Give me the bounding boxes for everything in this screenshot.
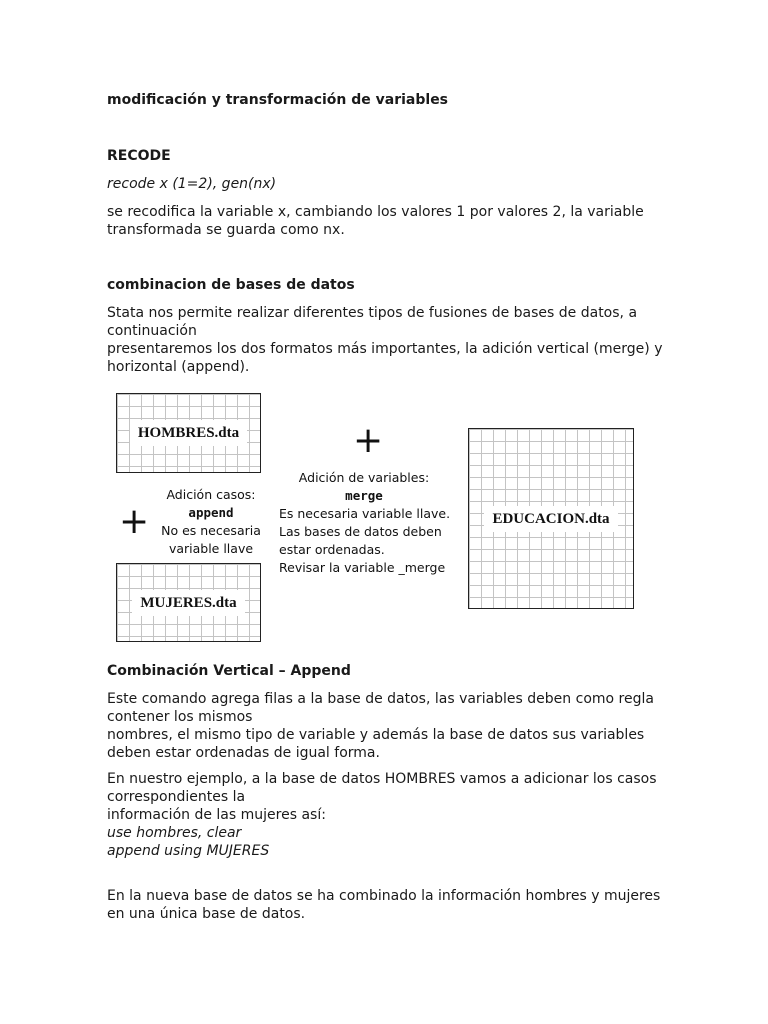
- recode-description: se recodifica la variable x, cambiando los valores 1 por valores 2, la variable transformada se guarda como nx.: [107, 204, 644, 238]
- recode-heading: RECODE: [107, 148, 171, 164]
- educacion-table: [468, 428, 634, 609]
- vertical-para2-line1: En nuestro ejemplo, a la base de datos HOMBRES vamos a adicionar los casos correspondientes la: [107, 771, 657, 805]
- append-note-line1: Adición casos:: [166, 487, 256, 502]
- append-note-line3: variable llave: [168, 541, 254, 556]
- code-line-append: append using MUJERES: [107, 843, 270, 859]
- hombres-label: HOMBRES.dta: [130, 420, 247, 446]
- hombres-table: [116, 393, 261, 473]
- append-plus-icon: +: [119, 501, 150, 542]
- combinacion-intro-line1: Stata nos permite realizar diferentes tipos de fusiones de bases de datos, a continuación: [107, 305, 638, 339]
- merge-note-line3: Las bases de datos deben: [279, 524, 442, 539]
- append-note: [158, 486, 264, 558]
- combinacion-intro: [107, 304, 667, 376]
- vertical-para2-line2: información de las mujeres así:: [107, 807, 326, 823]
- vertical-paragraph-1: [107, 690, 667, 762]
- append-note-command: append: [188, 505, 234, 520]
- merge-note-line1: Adición de variables:: [298, 470, 430, 485]
- recode-command: recode x (1=2), gen(nx): [107, 176, 277, 192]
- vertical-para1-line1: Este comando agrega filas a la base de datos, las variables deben como regla contener los mismos: [107, 691, 654, 725]
- code-line-use: use hombres, clear: [107, 825, 242, 841]
- merge-note: [279, 469, 449, 577]
- vertical-heading: Combinación Vertical – Append: [107, 663, 351, 679]
- vertical-para1-line2: nombres, el mismo tipo de variable y además la base de datos sus variables deben estar ordenadas de igual forma.: [107, 727, 645, 761]
- combinacion-heading: combinacion de bases de datos: [107, 277, 355, 293]
- combinacion-intro-line2: presentaremos los dos formatos más importantes, la adición vertical (merge) y horizontal (append).: [107, 341, 663, 375]
- document-title: modificación y transformación de variables: [107, 92, 449, 108]
- append-note-line2: No es necesaria: [161, 523, 261, 538]
- merge-note-line4: estar ordenadas.: [279, 542, 385, 557]
- merge-note-line5: Revisar la variable _merge: [279, 560, 446, 575]
- mujeres-table: [116, 563, 261, 642]
- educacion-label: EDUCACION.dta: [484, 506, 617, 532]
- mujeres-label: MUJERES.dta: [132, 590, 244, 616]
- merge-plus-icon: +: [353, 420, 384, 461]
- conclusion-paragraph: En la nueva base de datos se ha combinado la información hombres y mujeres en una única base de datos.: [107, 888, 661, 922]
- merge-note-command: merge: [345, 488, 383, 503]
- merge-note-line2: Es necesaria variable llave.: [279, 506, 451, 521]
- vertical-paragraph-2: [107, 770, 667, 860]
